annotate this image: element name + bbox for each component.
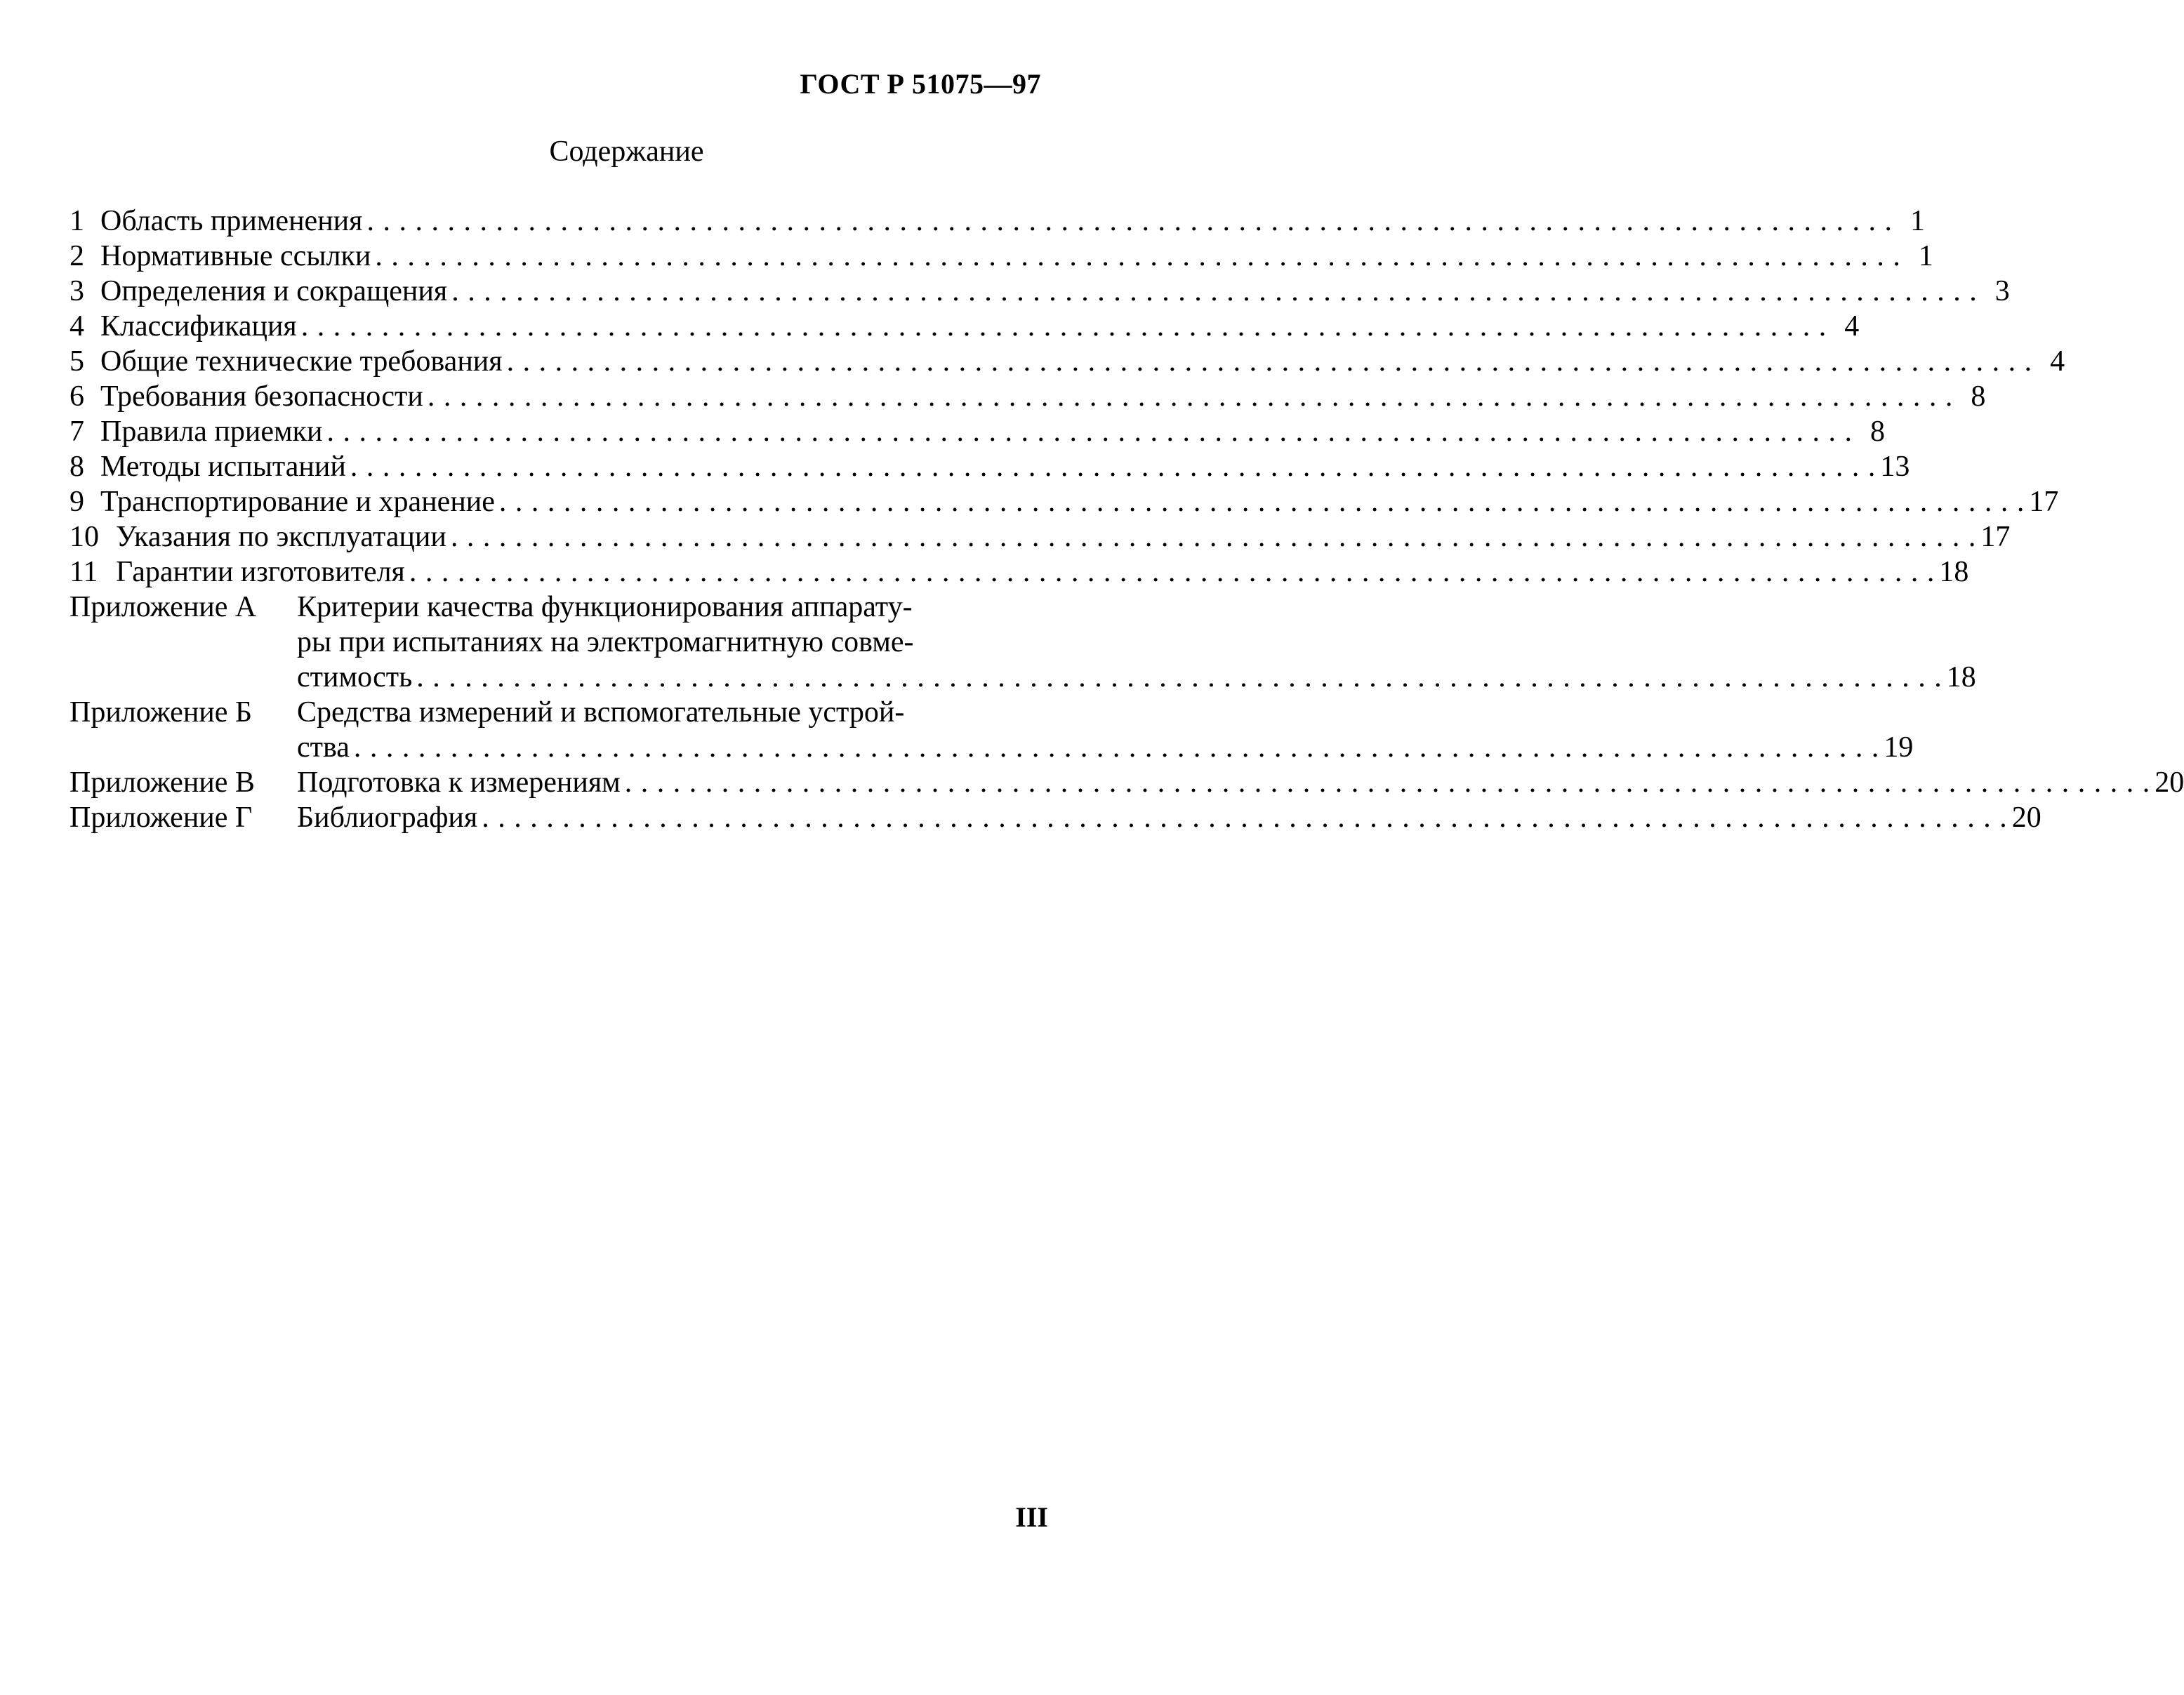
dot-leader [354,730,1880,765]
toc-entry-page: 18 [1939,556,1969,588]
toc-entry-page: 4 [2050,345,2065,378]
toc-entry-page: 8 [1971,380,1986,413]
toc-title: Содержание [549,135,704,168]
toc-entry[interactable] [70,484,2059,519]
toc-entry-label: Требования безопасности [100,380,423,413]
appendix-label: Приложение Г [70,802,253,834]
toc-entry-page: 17 [1980,521,2011,553]
toc-entry-number: 11 [70,556,98,588]
toc-appendix-entry[interactable] [70,765,2184,800]
dot-leader [416,660,1943,695]
toc-entry-number: 4 [70,310,84,343]
toc-entry[interactable] [70,449,1910,484]
toc-entry-page: 4 [1844,310,1860,343]
document-code: ГОСТ Р 51075—97 [800,68,1041,100]
dot-leader [375,239,1901,274]
toc-entry-number: 6 [70,380,84,413]
toc-entry-number: 2 [70,240,84,272]
toc-entry[interactable] [70,554,1969,590]
appendix-title-line: Подготовка к измерениям [297,766,621,799]
dot-leader [507,344,2033,379]
toc-entry-page: 8 [1869,416,1885,448]
toc-entry[interactable] [70,309,1860,344]
toc-entry-page: 1 [1910,205,1925,237]
dot-leader [451,519,1977,554]
dot-leader [428,379,1954,414]
dot-leader [451,274,1978,309]
toc-entry-label: Указания по эксплуатации [116,521,446,553]
toc-entry[interactable] [70,379,1986,414]
page-number: III [1015,1501,1048,1533]
toc-entry-number: 10 [70,521,99,553]
toc-entry-number: 1 [70,205,84,237]
toc-entry-label: Общие технические требования [100,345,503,378]
toc-entry-number: 7 [70,416,84,448]
toc-entry-page: 13 [1880,451,1910,483]
appendix-title-line: Средства измерений и вспомогательные устрой- [297,696,905,729]
dot-leader [350,449,1877,484]
toc-entry-page: 18 [1946,661,1976,693]
appendix-label: Приложение В [70,766,255,799]
dot-leader [625,765,2151,800]
toc-entry-label: Транспортирование и хранение [100,486,495,518]
appendix-title-line: ства [297,731,350,764]
dot-leader [301,309,1827,344]
toc-appendix-entry[interactable] [70,800,2041,835]
toc-appendix-entry[interactable] [70,695,1914,765]
toc-entry[interactable] [70,519,2011,554]
toc-entry[interactable] [70,274,2010,309]
toc-entry-number: 5 [70,345,84,378]
appendix-title-line: ры при испытаниях на электромагнитную совме- [297,626,914,658]
appendix-label: Приложение А [70,591,257,623]
toc-entry-label: Методы испытаний [100,451,346,483]
appendix-title [297,695,1913,765]
toc-entry[interactable] [70,239,1933,274]
dot-leader [482,800,2008,835]
toc-entry-label: Классификация [100,310,297,343]
toc-entry-page: 3 [1994,275,2010,307]
toc-entry[interactable] [70,344,2065,379]
toc-entry-label: Область применения [100,205,363,237]
appendix-title [297,590,1976,695]
table-of-contents [70,204,2184,835]
toc-entry-number: 3 [70,275,84,307]
appendix-label: Приложение Б [70,696,253,729]
appendix-title [297,765,2184,800]
appendix-title-line: Библиография [297,802,478,834]
toc-entry[interactable] [70,204,1925,239]
appendix-title-line: Критерии качества функционирования аппарату- [297,591,913,623]
toc-entry-number: 8 [70,451,84,483]
toc-entry-page: 1 [1918,240,1933,272]
toc-appendix-entry[interactable] [70,590,1976,695]
dot-leader [326,414,1853,449]
toc-entry-label: Гарантии изготовителя [116,556,405,588]
toc-entry-number: 9 [70,486,84,518]
toc-entry[interactable] [70,414,1885,449]
toc-entry-page: 20 [2155,766,2184,799]
toc-entry-page: 19 [1884,731,1914,764]
toc-entry-label: Правила приемки [100,416,323,448]
dot-leader [366,204,1893,239]
dot-leader [409,554,1935,590]
toc-entry-label: Определения и сокращения [100,275,448,307]
toc-entry-page: 20 [2011,802,2041,834]
dot-leader [499,484,2025,519]
appendix-title [297,800,2041,835]
toc-entry-page: 17 [2029,486,2059,518]
toc-entry-label: Нормативные ссылки [100,240,371,272]
appendix-title-line: стимость [297,661,413,693]
